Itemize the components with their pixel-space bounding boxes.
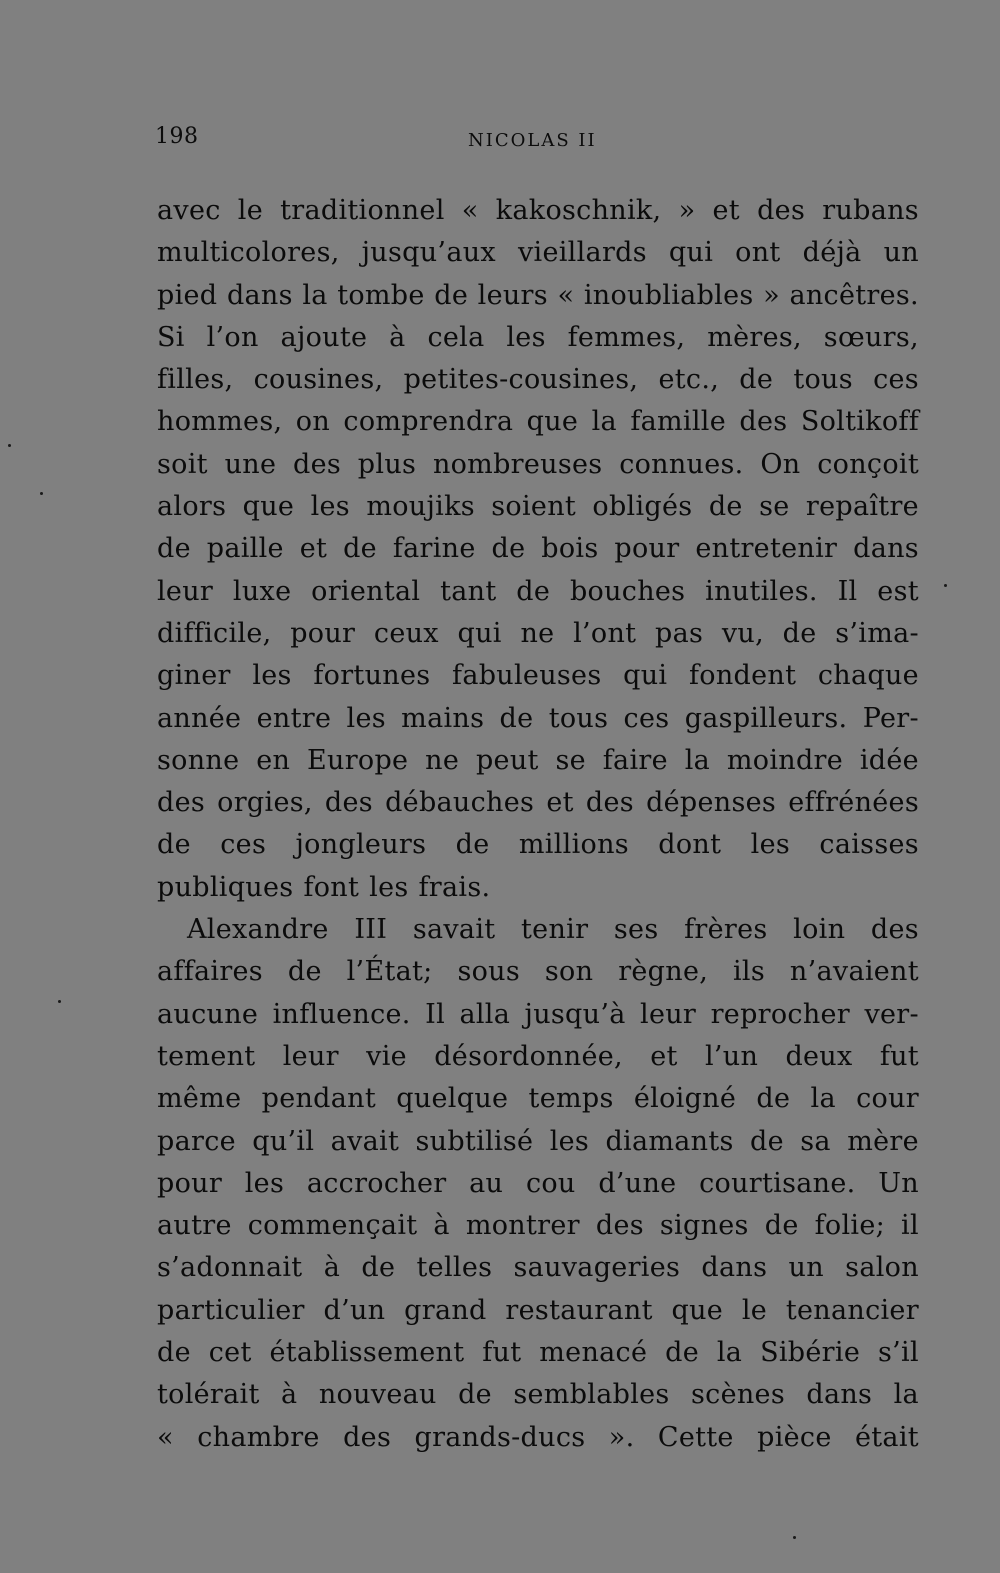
word: n’avaient <box>789 956 919 988</box>
word: temps <box>528 1083 614 1115</box>
word: Si <box>157 321 185 353</box>
word: sa <box>800 1125 831 1157</box>
word: Il <box>425 998 446 1030</box>
text-line <box>157 571 919 613</box>
word: désordonnée, <box>434 1040 623 1072</box>
word: scènes <box>691 1379 785 1411</box>
word: entre <box>256 702 332 734</box>
word: paille <box>206 533 284 565</box>
word: dépenses <box>646 787 777 819</box>
word: fortunes <box>313 660 431 692</box>
word: giner <box>157 660 231 692</box>
word: filles, <box>157 364 234 396</box>
word: vie <box>366 1040 407 1072</box>
word: à <box>433 1210 450 1242</box>
word: inoubliables <box>583 279 754 311</box>
word: des <box>343 1421 392 1453</box>
text-line <box>157 1078 919 1120</box>
word: vu, <box>721 617 764 649</box>
scan-speck <box>8 444 11 447</box>
word: jusqu’aux <box>361 237 496 269</box>
word: pièce <box>757 1421 832 1453</box>
word: grands-ducs <box>414 1421 586 1453</box>
word: ont <box>735 237 781 269</box>
word: orgies, <box>217 787 313 819</box>
word: courtisane. <box>699 1167 856 1199</box>
word: semblables <box>513 1379 670 1411</box>
word: les <box>310 491 350 523</box>
word: s’adonnait <box>157 1252 303 1284</box>
word: des <box>585 787 634 819</box>
word: la <box>591 406 617 438</box>
text-line <box>157 190 919 232</box>
word: règne, <box>618 956 709 988</box>
word: telles <box>416 1252 493 1284</box>
word: que <box>242 491 295 523</box>
word: sauvageries <box>513 1252 681 1284</box>
text-line <box>157 740 919 782</box>
word: la <box>810 1083 836 1115</box>
text-line <box>157 359 919 401</box>
word: tenir <box>521 914 589 946</box>
word: des <box>293 448 342 480</box>
word: ne <box>425 744 460 776</box>
word: oriental <box>311 575 421 607</box>
word: la <box>716 1337 743 1369</box>
word: les <box>244 1167 285 1199</box>
word: cou <box>525 1167 576 1199</box>
word: tolérait <box>157 1379 260 1411</box>
word: de <box>458 1379 492 1411</box>
word: Soltikoff <box>800 406 919 438</box>
word: ces <box>623 702 670 734</box>
word: restaurant <box>505 1294 653 1326</box>
word: faire <box>602 744 668 776</box>
word: et <box>299 533 328 565</box>
word: qui <box>668 237 714 269</box>
word: ces <box>873 364 919 396</box>
word: de <box>157 829 191 861</box>
word: reprocher <box>710 998 851 1030</box>
word: Sibérie <box>760 1337 861 1369</box>
word: sœurs, <box>823 321 919 353</box>
word: fut <box>879 1040 919 1072</box>
word: ancêtres. <box>789 279 919 311</box>
word: chambre <box>197 1421 320 1453</box>
word: de <box>756 1083 791 1115</box>
word: femmes, <box>567 321 686 353</box>
word: « <box>157 1421 174 1453</box>
word: dans <box>806 1379 873 1411</box>
word: » <box>763 279 780 311</box>
word: traditionnel <box>280 195 445 226</box>
word: dans <box>853 533 919 565</box>
word: une <box>224 448 277 480</box>
word: à <box>323 1252 341 1284</box>
text-line <box>157 1417 919 1459</box>
word: pour <box>157 1167 223 1199</box>
word: cour <box>856 1083 919 1115</box>
word: Cette <box>657 1421 734 1453</box>
word: sous <box>457 956 520 988</box>
word: les <box>346 702 386 734</box>
word: cet <box>208 1337 252 1369</box>
scan-speck <box>40 492 43 495</box>
word: de <box>750 1125 784 1157</box>
text-line <box>157 909 919 951</box>
body-text <box>157 190 919 1459</box>
word: ne <box>520 617 555 649</box>
text-line <box>157 232 919 274</box>
word: nouveau <box>318 1379 437 1411</box>
word: que <box>526 406 579 438</box>
word: l’État; <box>346 956 433 988</box>
text-line <box>157 867 919 909</box>
word: de <box>343 533 377 565</box>
word: pas <box>655 617 704 649</box>
scan-speck <box>944 584 947 587</box>
word: folie; <box>814 1210 886 1242</box>
word: cousines, <box>253 364 384 396</box>
text-line <box>157 951 919 993</box>
word: année <box>157 702 242 734</box>
word: commençait <box>247 1210 418 1242</box>
word: au <box>469 1167 504 1199</box>
word: comprendra <box>343 406 514 438</box>
word: alors <box>157 491 227 523</box>
text-line <box>157 655 919 697</box>
running-title: NICOLAS II <box>468 130 597 151</box>
word: leur <box>640 998 697 1030</box>
word: s’ima- <box>835 617 919 649</box>
word: les <box>750 829 791 861</box>
scan-speck <box>793 1536 796 1539</box>
word: les <box>506 321 546 353</box>
word: kakoschnik, <box>495 195 662 226</box>
word: quelque <box>396 1083 509 1115</box>
word: diamants <box>605 1125 734 1157</box>
word: des <box>739 406 788 438</box>
word: de <box>434 279 469 311</box>
word: qui <box>457 617 502 649</box>
text-line <box>157 275 919 317</box>
word: de <box>491 533 526 565</box>
word: son <box>544 956 594 988</box>
word: de <box>287 956 322 988</box>
word: ces <box>220 829 267 861</box>
word: des <box>870 914 919 946</box>
word: montrer <box>465 1210 580 1242</box>
word: l’un <box>704 1040 759 1072</box>
word: On <box>760 448 801 480</box>
word: millions <box>518 829 629 861</box>
word: pour <box>290 617 356 649</box>
word: des <box>157 787 206 819</box>
word: ». <box>608 1421 635 1453</box>
word: « <box>461 195 479 226</box>
word: hommes, <box>157 406 283 438</box>
word: des <box>595 1210 644 1242</box>
word: à <box>281 1379 298 1411</box>
word: ver- <box>864 998 919 1030</box>
word: se <box>555 744 586 776</box>
word: particulier <box>157 1294 305 1326</box>
word: la <box>684 744 711 776</box>
word: ses <box>613 914 659 946</box>
word: leur <box>282 1040 339 1072</box>
text-line <box>157 1163 919 1205</box>
word: fut <box>482 1337 522 1369</box>
word: de <box>455 829 490 861</box>
word: de <box>782 617 817 649</box>
text-line <box>157 1247 919 1289</box>
word: l’ont <box>573 617 637 649</box>
word: subtilisé <box>415 1125 534 1157</box>
word: publiques <box>157 871 294 903</box>
word: de <box>764 1210 799 1242</box>
word: leur <box>157 575 214 607</box>
text-line <box>157 698 919 740</box>
word: loin <box>793 914 846 946</box>
word: de <box>361 1252 396 1284</box>
text-line <box>157 782 919 824</box>
text-line <box>157 1290 919 1332</box>
text-line <box>157 1205 919 1247</box>
word: etc., <box>658 364 720 396</box>
word: frais. <box>418 871 491 903</box>
word: deux <box>785 1040 853 1072</box>
word: pour <box>614 533 680 565</box>
word: que <box>671 1294 724 1326</box>
word: un <box>883 237 919 269</box>
word: mères, <box>707 321 802 353</box>
word: les <box>252 660 292 692</box>
word: influence. <box>272 998 411 1030</box>
word: jusqu’à <box>524 998 626 1030</box>
word: fondent <box>689 660 797 692</box>
word: qu’il <box>252 1125 315 1157</box>
word: entretenir <box>695 533 838 565</box>
word: Europe <box>307 744 409 776</box>
word: petites-cousines, <box>403 364 639 396</box>
word: grand <box>404 1294 487 1326</box>
word: nombreuses <box>432 448 603 480</box>
text-line <box>157 1121 919 1163</box>
word: était <box>855 1421 919 1453</box>
word: l’on <box>206 321 259 353</box>
text-line <box>157 486 919 528</box>
word: mère <box>847 1125 919 1157</box>
word: dans <box>226 279 293 311</box>
word: avec <box>157 195 221 226</box>
word: débauches <box>385 787 535 819</box>
word: même <box>157 1083 242 1115</box>
text-line <box>157 528 919 570</box>
word: Un <box>878 1167 919 1199</box>
word: cela <box>427 321 485 353</box>
word: obligés <box>592 491 693 523</box>
word: « <box>557 279 575 311</box>
text-line <box>157 444 919 486</box>
scan-speck <box>58 1000 61 1003</box>
word: Alexandre <box>187 914 329 946</box>
word: dans <box>701 1252 768 1284</box>
word: connues. <box>619 448 744 480</box>
word: salon <box>845 1252 919 1284</box>
word: et <box>650 1040 678 1072</box>
text-line <box>157 1036 919 1078</box>
text-line <box>157 1332 919 1374</box>
word: inutiles. <box>705 575 818 607</box>
text-line <box>157 317 919 359</box>
word: plus <box>357 448 417 480</box>
word: s’il <box>877 1337 919 1369</box>
word: les <box>549 1125 590 1157</box>
word: soit <box>157 448 208 480</box>
page-number: 198 <box>155 124 199 149</box>
word: en <box>256 744 291 776</box>
word: avait <box>330 1125 400 1157</box>
text-line <box>157 613 919 655</box>
word: établissement <box>269 1337 465 1369</box>
word: il <box>901 1210 919 1242</box>
word: luxe <box>232 575 292 607</box>
word: fabuleuses <box>452 660 602 692</box>
word: aucune <box>157 998 259 1030</box>
word: pendant <box>261 1083 376 1115</box>
word: soient <box>491 491 577 523</box>
text-line <box>157 1374 919 1416</box>
word: bouches <box>569 575 686 607</box>
word: tous <box>793 364 853 396</box>
word: effrénées <box>788 787 919 819</box>
word: tenancier <box>785 1294 919 1326</box>
word: alla <box>459 998 511 1030</box>
word: des <box>757 195 806 226</box>
word: signes <box>659 1210 749 1242</box>
word: tement <box>157 1040 256 1072</box>
word: chaque <box>817 660 919 692</box>
word: d’un <box>323 1294 386 1326</box>
word: de <box>516 575 551 607</box>
word: font <box>303 871 360 903</box>
word: difficile, <box>157 617 272 649</box>
word: des <box>324 787 373 819</box>
word: mains <box>401 702 485 734</box>
word: de <box>708 491 743 523</box>
word: bois <box>541 533 599 565</box>
word: repaître <box>805 491 919 523</box>
word: leurs <box>477 279 548 311</box>
word: ceux <box>373 617 439 649</box>
word: de <box>499 702 534 734</box>
word: Per- <box>862 702 919 734</box>
word: caisses <box>819 829 919 861</box>
text-line <box>157 824 919 866</box>
word: jongleurs <box>295 829 427 861</box>
word: multicolores, <box>157 237 340 269</box>
page-header <box>155 124 920 164</box>
word: la <box>893 1379 919 1411</box>
text-line <box>157 994 919 1036</box>
word: et <box>712 195 740 226</box>
word: le <box>741 1294 768 1326</box>
word: vieillards <box>517 237 647 269</box>
word: se <box>759 491 790 523</box>
word: frères <box>684 914 768 946</box>
word: parce <box>157 1125 236 1157</box>
word: dont <box>658 829 722 861</box>
text-line <box>157 401 919 443</box>
word: de <box>157 1337 191 1369</box>
word: moindre <box>726 744 844 776</box>
word: sonne <box>157 744 240 776</box>
word: à <box>389 321 406 353</box>
word: on <box>295 406 331 438</box>
word: un <box>788 1252 824 1284</box>
word: qui <box>623 660 668 692</box>
word: affaires <box>157 956 263 988</box>
word: autre <box>157 1210 232 1242</box>
word: ajoute <box>280 321 368 353</box>
word: III <box>354 914 388 946</box>
word: » <box>678 195 696 226</box>
word: idée <box>859 744 919 776</box>
word: savait <box>412 914 496 946</box>
word: ils <box>733 956 766 988</box>
word: tant <box>440 575 497 607</box>
word: de <box>665 1337 699 1369</box>
word: conçoit <box>817 448 919 480</box>
word: gaspilleurs. <box>684 702 848 734</box>
word: accrocher <box>306 1167 447 1199</box>
word: famille <box>630 406 726 438</box>
word: de <box>157 533 191 565</box>
word: pied <box>157 279 218 311</box>
word: éloigné <box>633 1083 737 1115</box>
word: de <box>739 364 774 396</box>
word: tombe <box>337 279 425 311</box>
word: Il <box>837 575 858 607</box>
word: moujiks <box>366 491 475 523</box>
word: est <box>877 575 919 607</box>
word: rubans <box>822 195 919 226</box>
word: d’une <box>598 1167 677 1199</box>
word: peut <box>475 744 539 776</box>
word: farine <box>392 533 476 565</box>
word: déjà <box>802 237 862 269</box>
word: la <box>302 279 328 311</box>
word: menacé <box>539 1337 648 1369</box>
word: tous <box>548 702 609 734</box>
word: les <box>369 871 409 903</box>
word: le <box>237 195 263 226</box>
word: et <box>546 787 574 819</box>
